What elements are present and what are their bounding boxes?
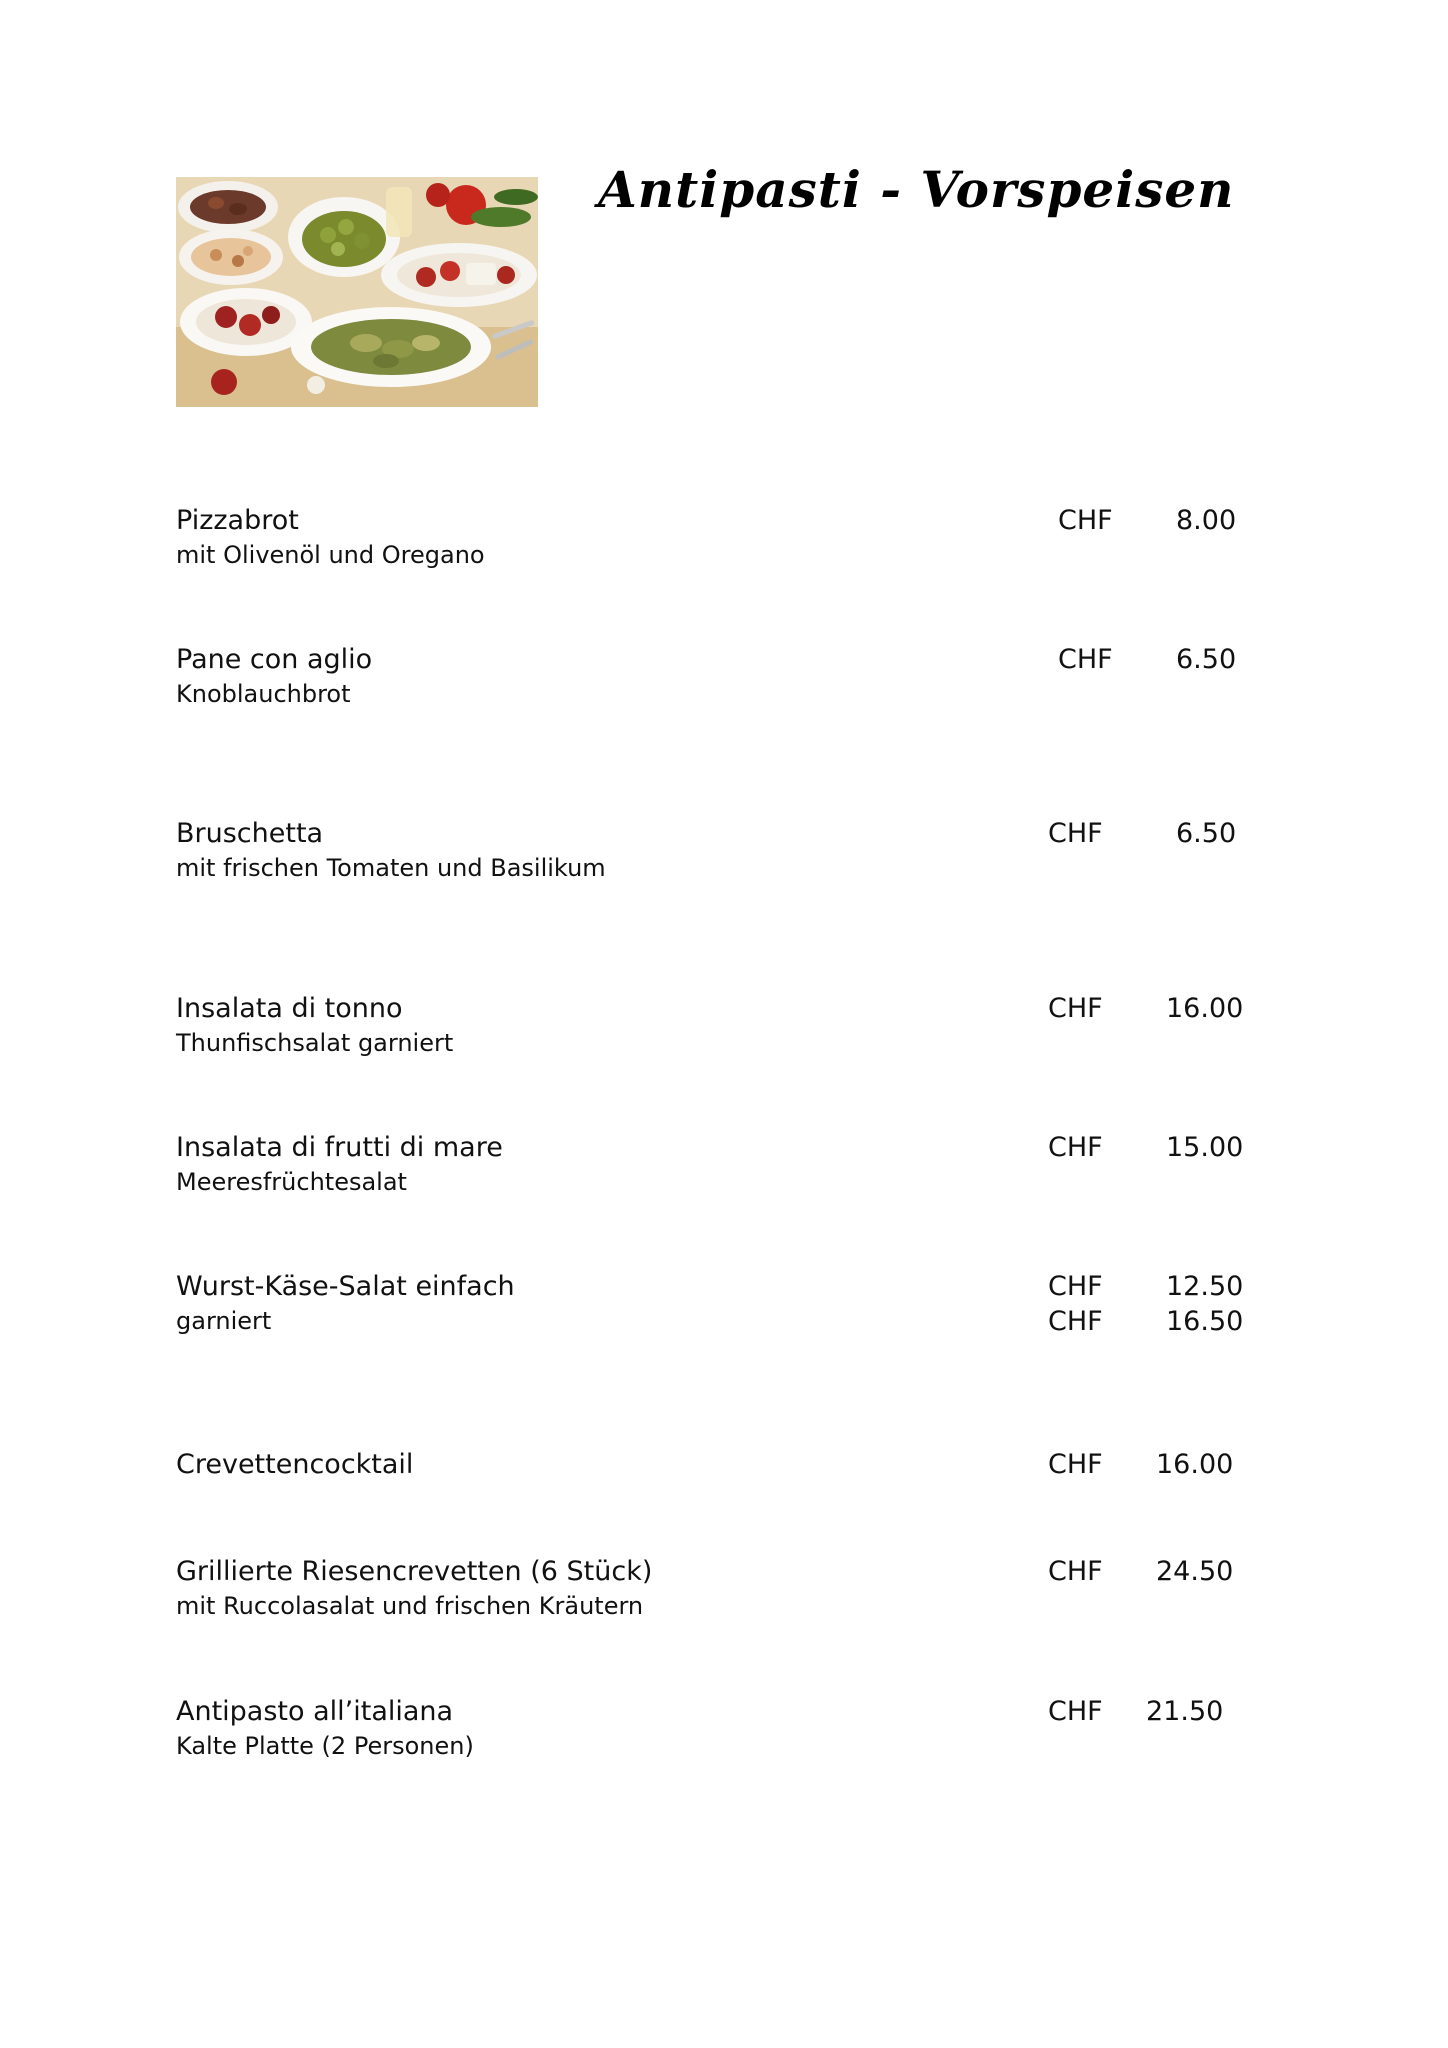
item-price: 8.00 (1176, 505, 1237, 536)
item-currency: CHF (1058, 505, 1113, 536)
item-currency: CHF (1048, 1271, 1103, 1302)
item-name: Bruschetta (176, 818, 324, 849)
item-price: 6.50 (1176, 644, 1237, 675)
item-price: 21.50 (1146, 1696, 1224, 1727)
menu-item (176, 816, 1236, 886)
item-description: Thunfischsalat garniert (176, 1029, 454, 1057)
item-name: Pizzabrot (176, 505, 299, 536)
menu-item (176, 1447, 1236, 1482)
item-description: mit frischen Tomaten und Basilikum (176, 854, 606, 882)
antipasti-platters-photo-icon (176, 177, 538, 407)
item-description: mit Olivenöl und Oregano (176, 541, 485, 569)
item-description: Kalte Platte (2 Personen) (176, 1732, 474, 1760)
menu-item (176, 1694, 1236, 1764)
item-price: 12.50 (1166, 1271, 1244, 1302)
item-currency: CHF (1048, 818, 1103, 849)
item-description: Meeresfrüchtesalat (176, 1168, 407, 1196)
item-price: 15.00 (1166, 1132, 1244, 1163)
antipasti-photo (176, 177, 538, 407)
item-currency: CHF (1048, 1132, 1103, 1163)
item-description: garniert (176, 1307, 272, 1335)
item-currency: CHF (1048, 1449, 1103, 1480)
menu-item (176, 503, 1236, 573)
item-name: Grillierte Riesencrevetten (6 Stück) (176, 1556, 653, 1587)
menu-item (176, 991, 1244, 1061)
item-currency: CHF (1048, 1696, 1103, 1727)
item-name: Pane con aglio (176, 644, 373, 675)
menu-item (176, 642, 1236, 712)
item-currency: CHF (1048, 993, 1103, 1024)
item-price: 24.50 (1156, 1556, 1234, 1587)
menu-item (176, 1554, 1236, 1624)
item-name: Crevettencocktail (176, 1449, 414, 1480)
item-name: Insalata di tonno (176, 993, 403, 1024)
item-description: mit Ruccolasalat und frischen Kräutern (176, 1592, 644, 1620)
item-name: Antipasto all’italiana (176, 1696, 454, 1727)
item-name: Wurst-Käse-Salat einfach (176, 1271, 515, 1302)
item-currency-secondary: CHF (1048, 1306, 1103, 1337)
menu-title: Antipasti - Vorspeisen (598, 160, 1235, 219)
item-currency: CHF (1058, 644, 1113, 675)
item-description: Knoblauchbrot (176, 680, 351, 708)
item-name: Insalata di frutti di mare (176, 1132, 503, 1163)
item-price: 6.50 (1176, 818, 1237, 849)
item-price: 16.00 (1156, 1449, 1234, 1480)
menu-item (176, 1269, 1244, 1339)
item-price: 16.00 (1166, 993, 1244, 1024)
item-price-secondary: 16.50 (1166, 1306, 1244, 1337)
menu-item (176, 1130, 1244, 1200)
item-currency: CHF (1048, 1556, 1103, 1587)
